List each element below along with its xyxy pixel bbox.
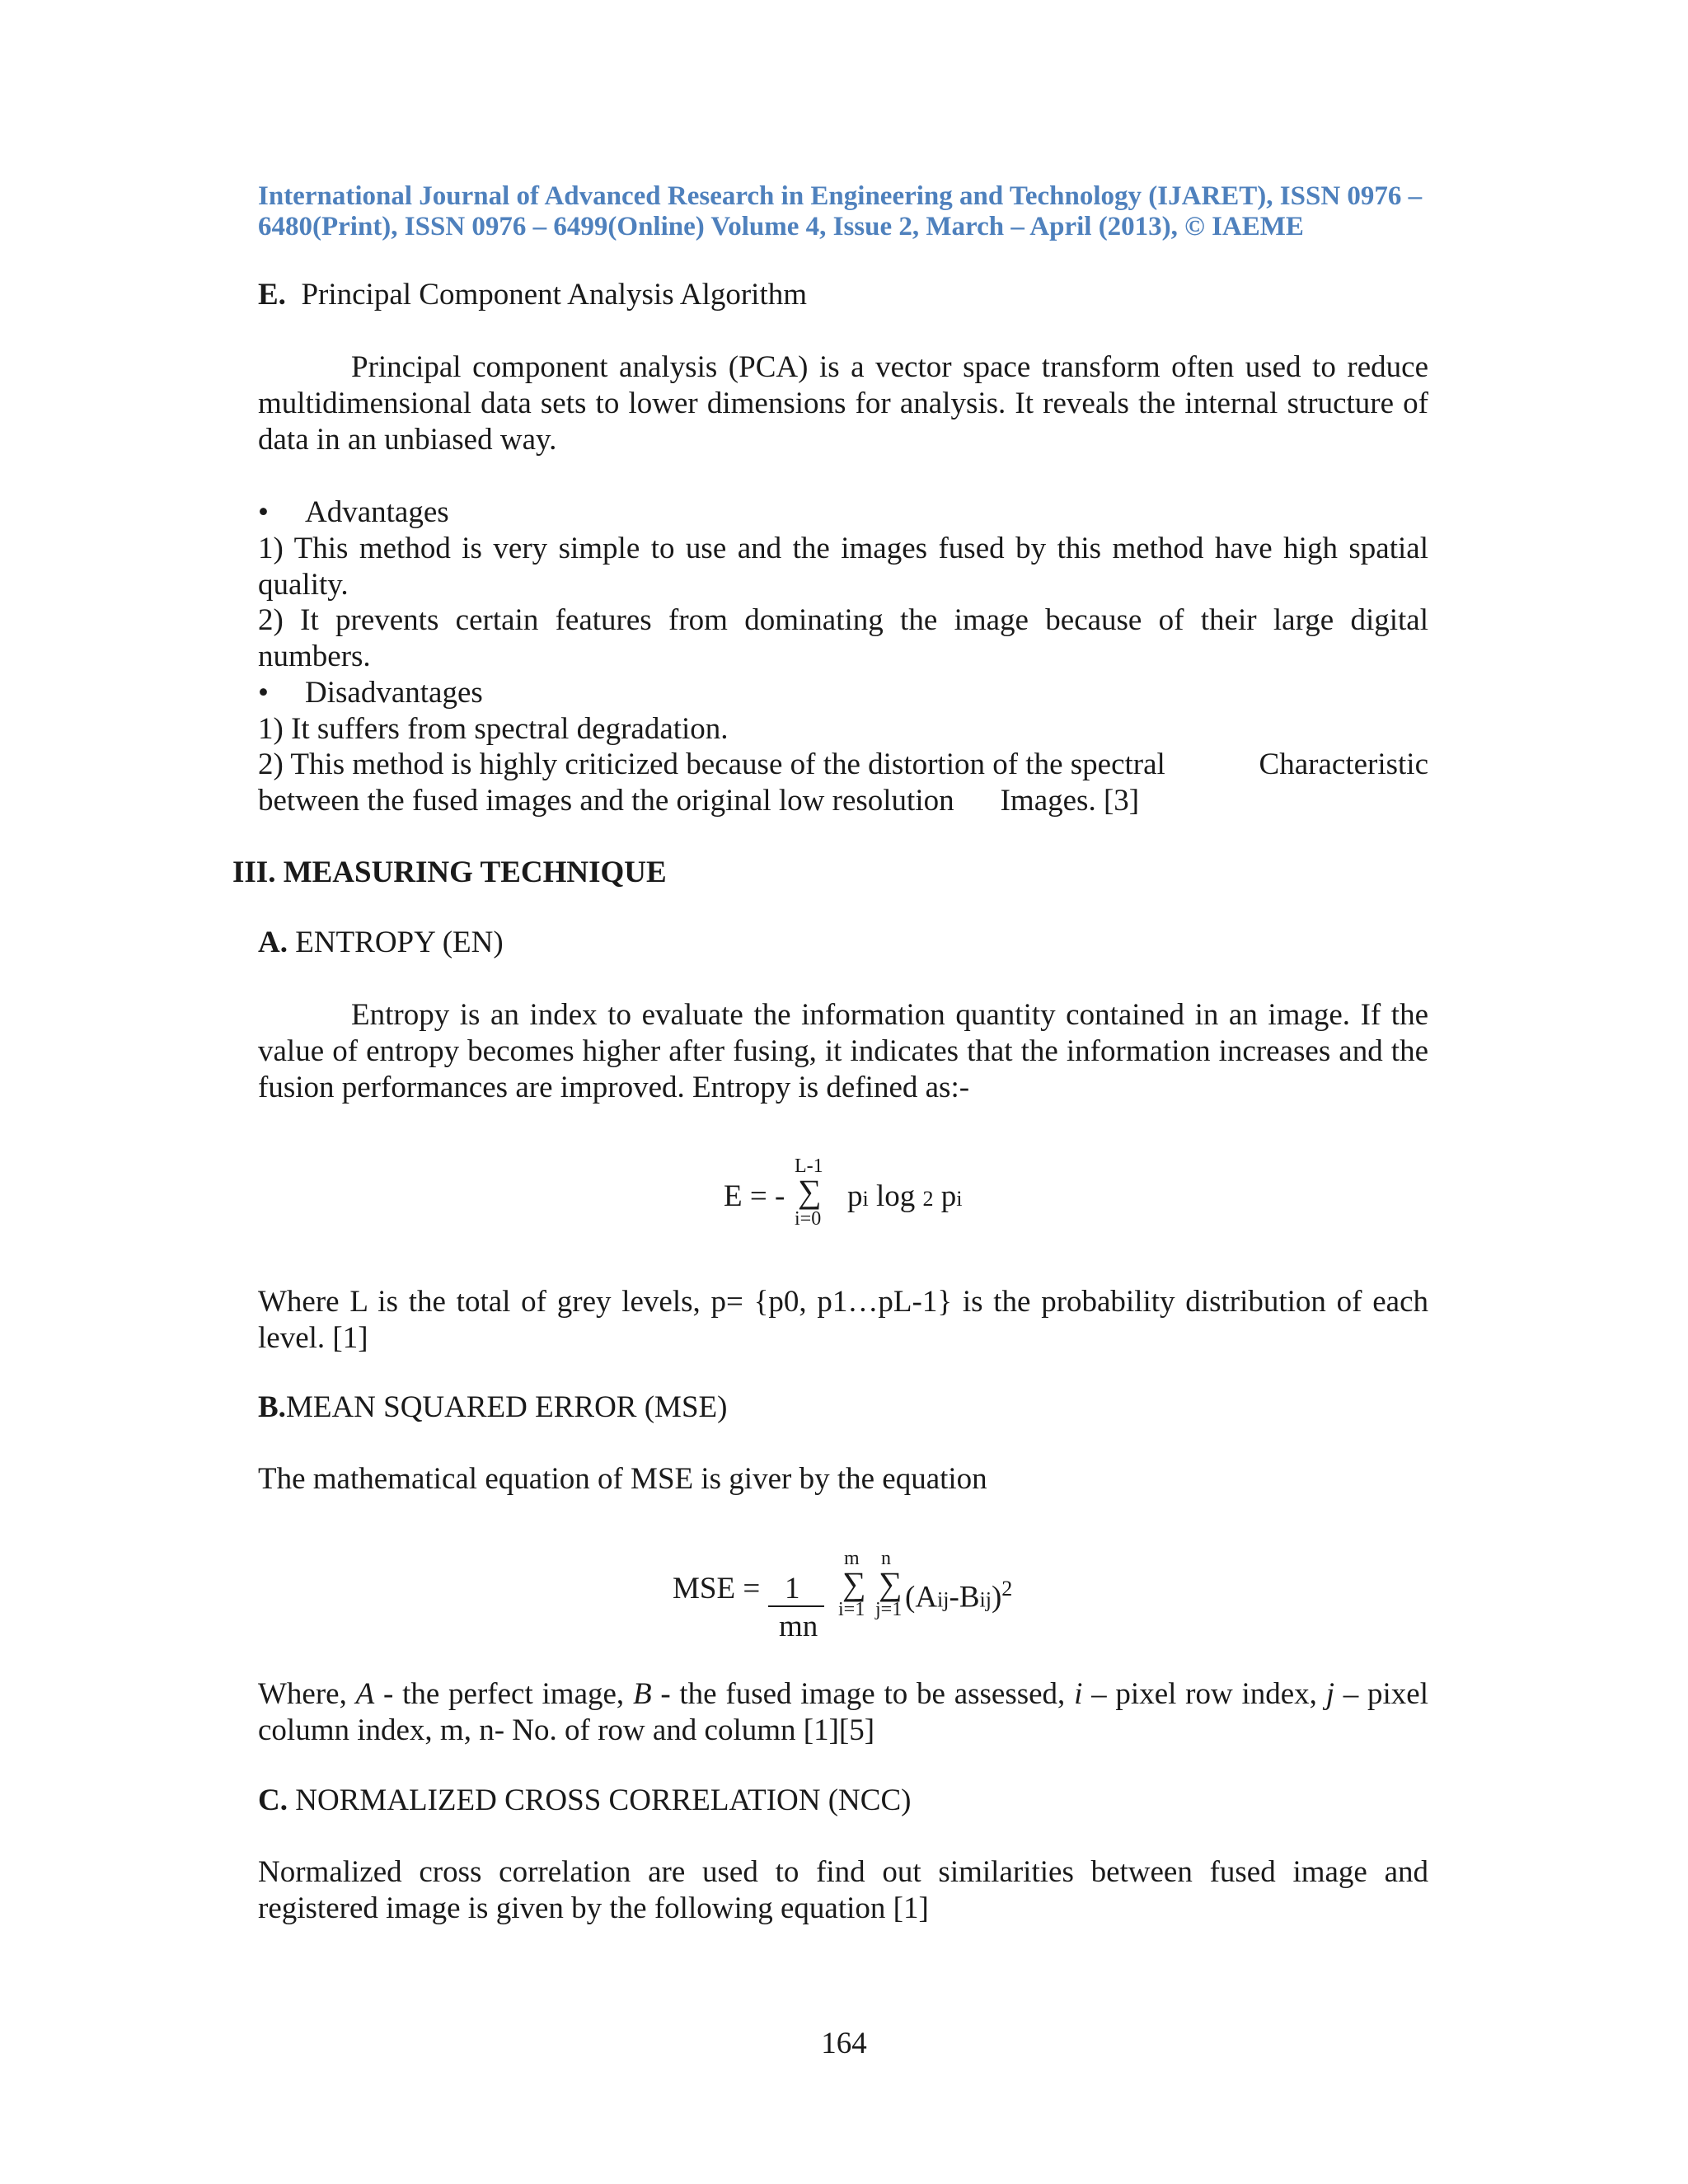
advantages-heading — [258, 494, 449, 531]
sigma-icon: ∑ — [879, 1565, 903, 1602]
pca-paragraph: Principal component analysis (PCA) is a vector space transform often used to reduce multidimensional data sets to lower dimensions for analysis. It reveals the internal structure of data in an unbiased way. — [258, 350, 1428, 457]
mse-eq-denominator: mn — [779, 1610, 818, 1643]
mse-sub-ij2: ij — [979, 1587, 992, 1612]
advantage-1: 1) This method is very simple to use and the images fused by this method have high spatial quality. — [258, 532, 1428, 602]
mse-square: 2 — [1001, 1577, 1013, 1601]
entropy-eq-lhs: E = - — [724, 1179, 785, 1213]
advantage-2: 2) It prevents certain features from dominating the image because of their large digital numbers. — [258, 603, 1428, 673]
mse-where-text: - the fused image to be assessed, — [651, 1677, 1075, 1711]
ncc-paragraph: Normalized cross correlation are used to find out similarities between fused image and registered image is given by the following equation [1] — [258, 1855, 1428, 1925]
disadvantage-2-part-d: Images. [3] — [1000, 784, 1140, 818]
mse-eq-lhs: MSE = — [673, 1572, 761, 1605]
disadvantage-1: 1) It suffers from spectral degradation. — [258, 712, 729, 746]
sigma-icon: ∑ — [798, 1173, 822, 1210]
mse-where-j: j — [1325, 1677, 1334, 1711]
mse-b: -B — [949, 1580, 980, 1615]
entropy-p: p — [847, 1179, 863, 1213]
mse-sum-lower-i: i=1 — [838, 1599, 865, 1620]
page-number: 164 — [821, 2027, 867, 2060]
journal-header — [258, 181, 1428, 242]
ncc-letter: C. — [258, 1783, 288, 1817]
disadvantage-2-part-a: 2) This method is highly criticized because of the distortion of the spectral — [258, 748, 1165, 781]
section-e-title: Principal Component Analysis Algorithm — [301, 278, 808, 312]
entropy-equation — [722, 1151, 986, 1241]
mse-intro: The mathematical equation of MSE is giver by the equation — [258, 1462, 987, 1496]
section-e-heading — [258, 277, 807, 313]
mse-where-a: A — [355, 1677, 375, 1711]
ncc-title: NORMALIZED CROSS CORRELATION (NCC) — [295, 1783, 912, 1817]
mse-letter: B. — [258, 1390, 286, 1424]
entropy-sub-i2: i — [956, 1187, 963, 1211]
fraction-bar — [768, 1605, 824, 1607]
mse-where — [258, 1676, 1428, 1749]
entropy-eq-rhs — [847, 1179, 963, 1217]
disadvantage-2-line2 — [258, 783, 1139, 819]
mse-where-b: B — [632, 1677, 652, 1711]
entropy-where: Where L is the total of grey levels, p= {p0, p1…pL-1} is the probability distribution of each level. [1] — [258, 1285, 1428, 1355]
disadvantages-heading — [258, 675, 483, 711]
disadvantage-2-part-b: Characteristic — [1259, 748, 1428, 781]
mse-heading — [258, 1390, 727, 1426]
mse-sum-lower-j: j=1 — [875, 1599, 903, 1620]
mse-title: MEAN SQUARED ERROR (MSE) — [285, 1390, 728, 1424]
entropy-p2: p — [940, 1179, 957, 1213]
mse-equation — [669, 1543, 1032, 1650]
section-3-heading: III. MEASURING TECHNIQUE — [232, 855, 667, 889]
entropy-sum-lower: i=0 — [795, 1208, 822, 1230]
entropy-title: ENTROPY (EN) — [295, 926, 504, 959]
entropy-sum-upper: L-1 — [795, 1155, 823, 1177]
entropy-heading — [258, 925, 504, 961]
journal-header-line2: 6480(Print), ISSN 0976 – 6499(Online) Volume 4, Issue 2, March – April (2013), © IAEME — [258, 212, 1304, 241]
ncc-heading — [258, 1783, 911, 1819]
journal-header-line1: International Journal of Advanced Research in Engineering and Technology (IJARET), ISSN 0976 – — [258, 181, 1423, 211]
mse-where-text: Where, — [258, 1677, 356, 1711]
section-e-letter: E. — [258, 278, 286, 312]
mse-sum-upper-m: m — [844, 1548, 860, 1569]
mse-where-text: – pixel column index, m, n- No. of row and column [1][5] — [258, 1677, 1429, 1747]
advantages-label: Advantages — [305, 495, 449, 529]
disadvantage-2-line1 — [258, 747, 1428, 783]
bullet-icon: • — [258, 676, 269, 710]
entropy-sub-i: i — [862, 1187, 869, 1211]
mse-eq-rhs — [905, 1571, 1012, 1618]
entropy-log: log — [875, 1179, 916, 1213]
mse-where-text: - the perfect image, — [374, 1677, 633, 1711]
mse-where-text: – pixel row index, — [1082, 1677, 1326, 1711]
disadvantage-2-part-c: between the fused images and the original low resolution — [258, 784, 954, 818]
mse-close: ) — [991, 1580, 1002, 1615]
entropy-paragraph: Entropy is an index to evaluate the information quantity contained in an image. If the value of entropy becomes higher after fusing, it indicates that the information increases and the fusion performances are improved. Entropy is defined as:- — [258, 998, 1428, 1104]
bullet-icon: • — [258, 495, 269, 529]
mse-a: (A — [905, 1580, 938, 1615]
mse-sum-upper-n: n — [881, 1548, 891, 1569]
mse-sub-ij: ij — [937, 1587, 950, 1612]
disadvantages-label: Disadvantages — [305, 676, 483, 710]
sigma-icon: ∑ — [842, 1565, 866, 1602]
mse-where-i: i — [1074, 1677, 1083, 1711]
mse-eq-numerator: 1 — [785, 1572, 800, 1605]
entropy-letter: A. — [258, 926, 288, 959]
entropy-log-base: 2 — [922, 1187, 934, 1211]
